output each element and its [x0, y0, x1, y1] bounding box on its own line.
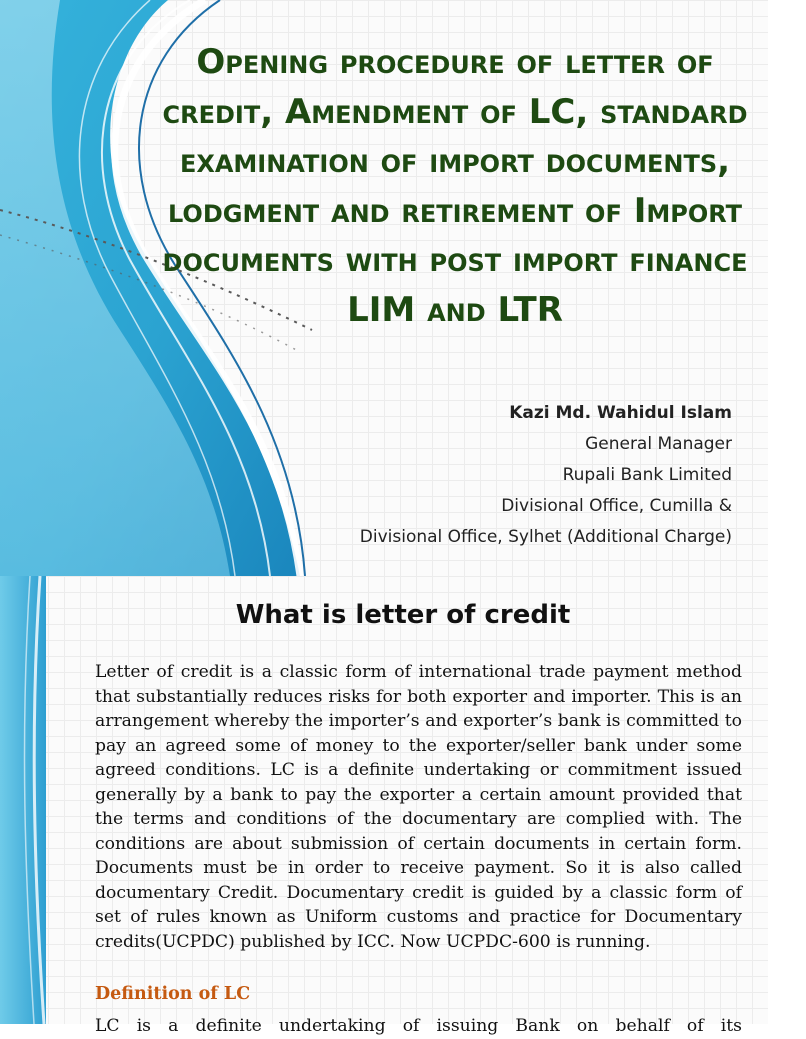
slide-heading: What is letter of credit [235, 600, 571, 630]
definition-heading: Definition of LC [95, 984, 251, 1004]
author-position: General Manager [585, 434, 732, 454]
author-office-1: Divisional Office, Cumilla & [501, 496, 732, 516]
content-slide [0, 576, 768, 1036]
author-name: Kazi Md. Wahidul Islam [509, 403, 732, 423]
author-block [360, 398, 732, 553]
body-paragraph: Letter of credit is a classic form of international trade payment method that substantially reduces risks for both exporter and importer. This is an arrangement whereby the importer’s and exporter’s bank is committed to pay an agreed some of money to the exporter/seller bank under some agreed conditions. LC is a definite undertaking or commitment issued generally by a bank to pay the exporter a certain amount provided that the terms and conditions of the documentary are complied with. The conditions are about submission of certain documents in certain form. Documents must be in order to receive payment. So it is also called documentary Credit. Documentary credit is guided by a classic form of set of rules known as Uniform customs and practice for Documentary credits(UCPDC) published by ICC. Now UCPDC-600 is running. [95, 662, 742, 952]
slide-title: Opening procedure of letter of credit, Amendment of LC, standard examination of import documents, lodgment and retirement of Import documents with post import finance LIM and LTR [162, 42, 748, 330]
author-office-2: Divisional Office, Sylhet (Additional Charge) [359, 527, 732, 547]
side-stripe-decoration [0, 576, 48, 1024]
author-organization: Rupali Bank Limited [562, 465, 732, 485]
definition-text: LC is a definite undertaking of issuing Bank on behalf of its [95, 1016, 742, 1036]
